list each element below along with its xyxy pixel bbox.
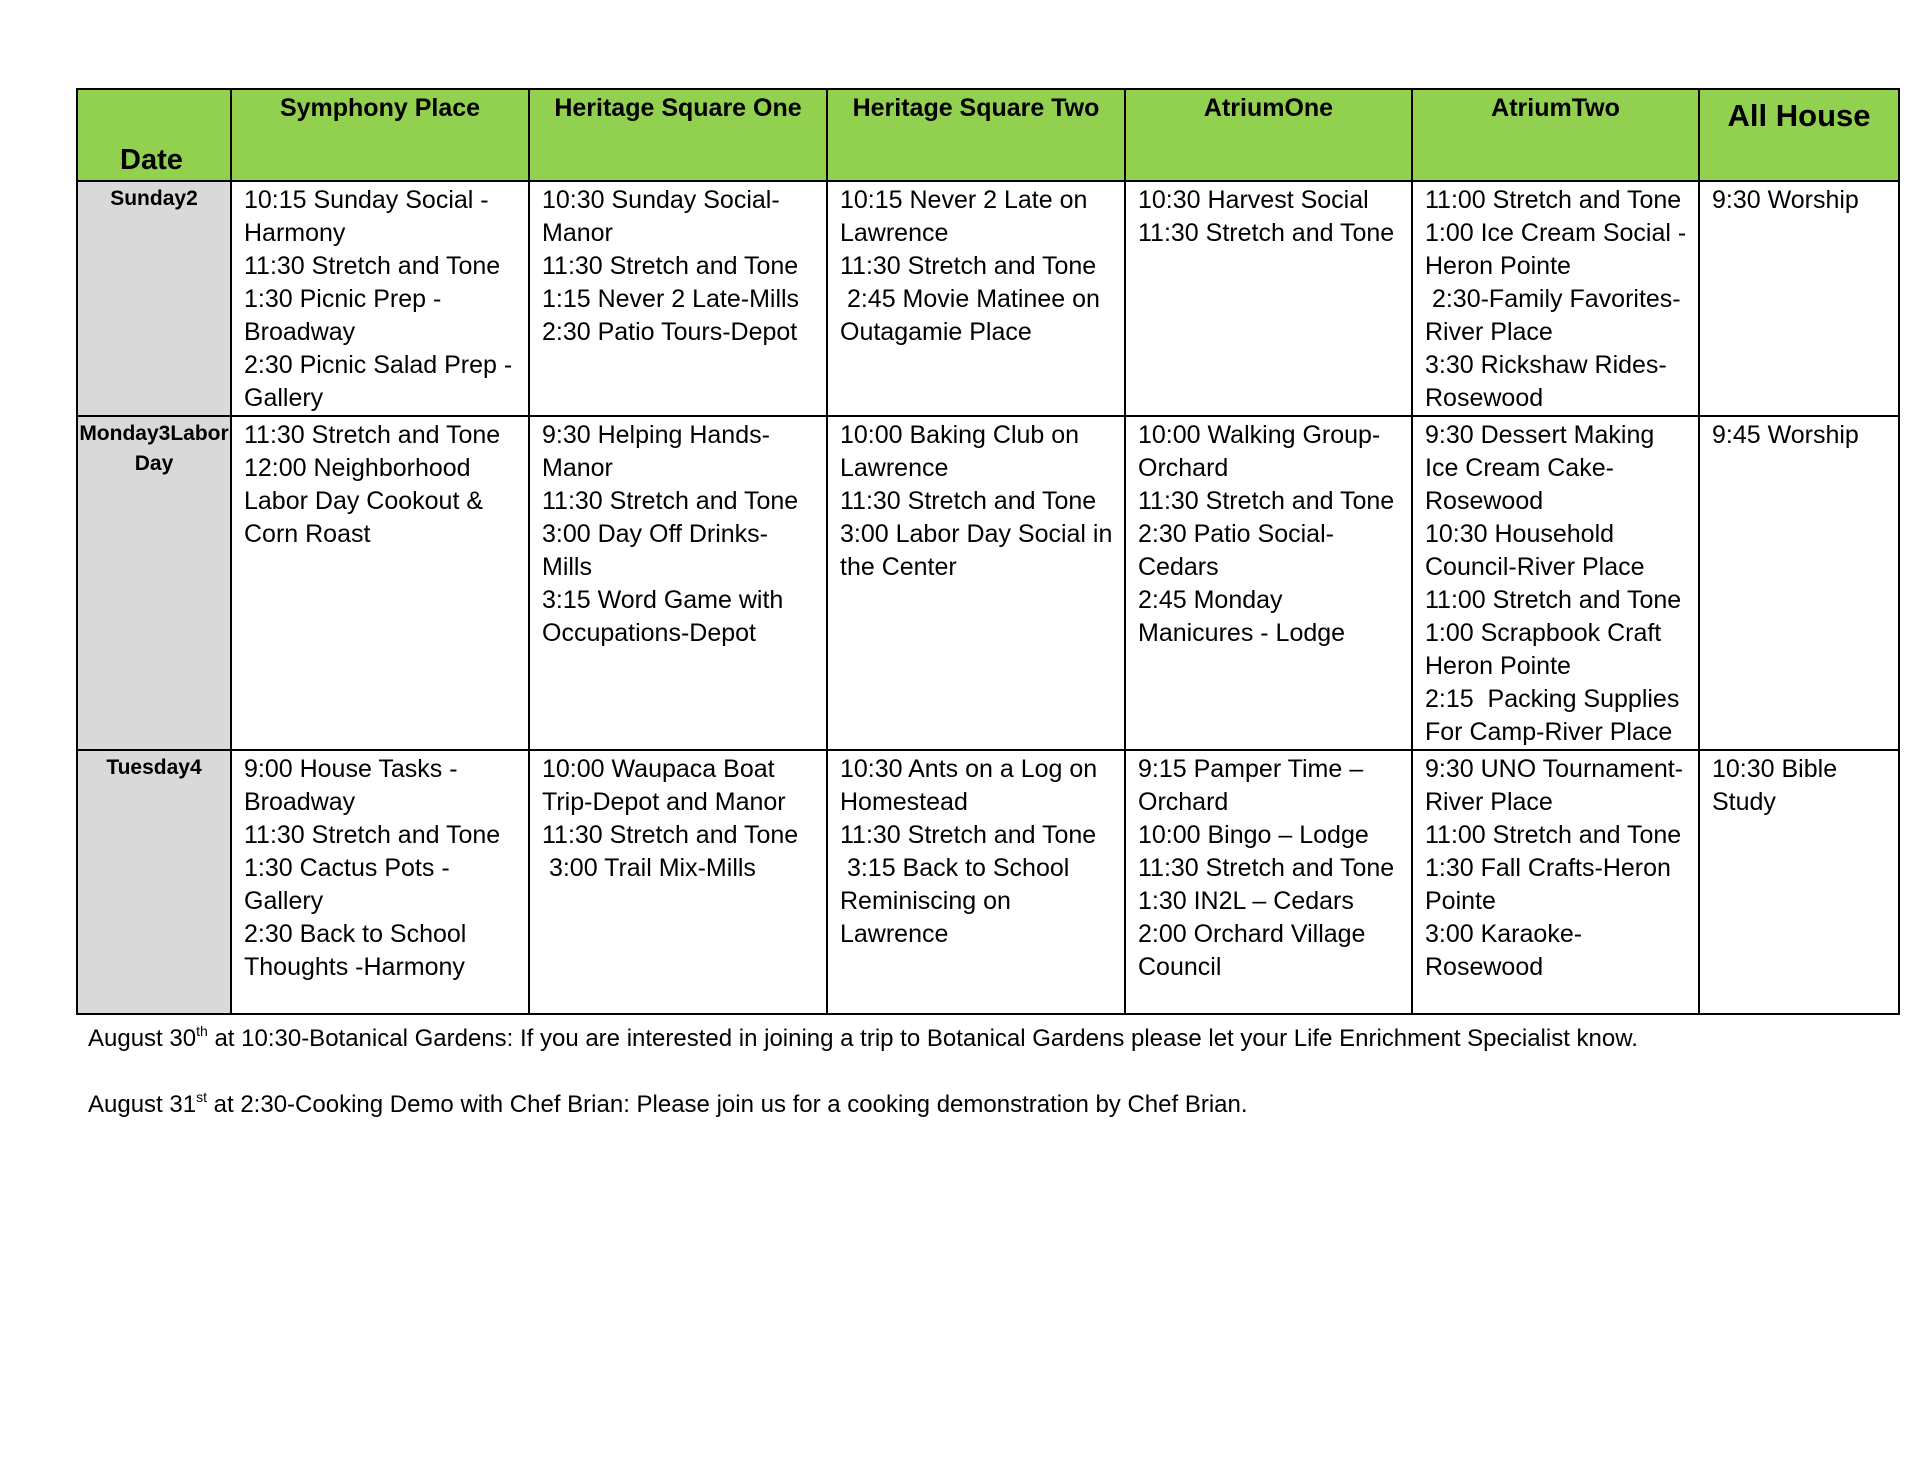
date-cell (77, 750, 231, 1014)
text-line: 11:30 Stretch and Tone (244, 252, 501, 280)
text-line: 3:15 Back to School (840, 854, 1070, 882)
note-cooking-demo (88, 1090, 1248, 1120)
text-line: 10:15 Never 2 Late on (840, 186, 1088, 214)
text-line: Mills (542, 553, 592, 581)
note-botanical-gardens (88, 1024, 1638, 1054)
header-atrium-one (1125, 89, 1412, 181)
text-line: the Center (840, 553, 957, 581)
text-line: Harmony (244, 219, 346, 247)
note-date: August 31 (88, 1091, 197, 1118)
text-line: 10:00 Walking Group- (1138, 421, 1381, 449)
text-line: 11:00 Stretch and Tone (1425, 821, 1682, 849)
text-line: One (1284, 94, 1334, 122)
text-line: 9:30 Helping Hands- (542, 421, 770, 449)
activities-heritage-square-one (529, 750, 827, 1014)
text-line: 11:00 Stretch and Tone (1425, 586, 1682, 614)
text-line: 11:30 Stretch and Tone (542, 252, 799, 280)
activities-atrium-one (1125, 416, 1412, 750)
text-line: Heron Pointe (1425, 652, 1571, 680)
text-line: Reminiscing on (840, 887, 1011, 915)
text-line: 10:00 Waupaca Boat (542, 755, 775, 783)
text-line: Trip-Depot and Manor (542, 788, 786, 816)
schedule-header (77, 89, 1899, 181)
text-line: Heritage Square Two (852, 94, 1100, 122)
activities-heritage-square-one (529, 181, 827, 416)
text-line: 11:30 Stretch and Tone (244, 821, 501, 849)
text-line: 9:30 Dessert Making (1425, 421, 1655, 449)
text-line: 2:15 Packing Supplies (1425, 685, 1680, 713)
text-line: Sunday (110, 187, 187, 210)
text-line: 1:30 IN2L – Cedars (1138, 887, 1354, 915)
activities-heritage-square-one (529, 416, 827, 750)
text-line: 9:30 Worship (1712, 186, 1859, 214)
text-line: 3:30 Rickshaw Rides- (1425, 351, 1667, 379)
text-line: Study (1712, 788, 1776, 816)
text-line: River Place (1425, 788, 1553, 816)
text-line: Monday (79, 422, 159, 445)
text-line: 3:00 Karaoke- (1425, 920, 1583, 948)
text-line: 10:30 Sunday Social- (542, 186, 780, 214)
text-line: 4 (189, 756, 202, 779)
text-line: 11:30 Stretch and Tone (1138, 854, 1395, 882)
activities-heritage-square-two (827, 181, 1125, 416)
text-line: Lawrence (840, 920, 949, 948)
text-line: Lawrence (840, 219, 949, 247)
text-line: Gallery (244, 887, 324, 915)
text-line: 1:30 Cactus Pots - (244, 854, 450, 882)
text-line: Heron Pointe (1425, 252, 1571, 280)
header-date: Date (77, 89, 231, 181)
text-line: 10:30 Ants on a Log on (840, 755, 1098, 783)
text-line: Rosewood (1425, 953, 1544, 981)
text-line: Cedars (1138, 553, 1219, 581)
text-line: Tuesday (106, 756, 190, 779)
text-line: Thoughts -Harmony (244, 953, 465, 981)
note-text: at 10:30-Botanical Gardens: If you are interested in joining a trip to Botanical Gardens please let your Life Enrichment Specialist know. (207, 1025, 1638, 1052)
text-line: Council (1138, 953, 1222, 981)
text-line: Orchard (1138, 454, 1229, 482)
text-line: 9:45 Worship (1712, 421, 1859, 449)
schedule-row-monday (77, 416, 1899, 750)
text-line: Manicures - Lodge (1138, 619, 1346, 647)
text-line: 11:30 Stretch and Tone (542, 487, 799, 515)
activities-heritage-square-two (827, 416, 1125, 750)
text-line: 1:15 Never 2 Late-Mills (542, 285, 800, 313)
text-line: 2:45 Movie Matinee on (840, 285, 1100, 313)
text-line: 2:30 Picnic Salad Prep - (244, 351, 513, 379)
text-line: Manor (542, 454, 613, 482)
text-line: 2:30 Patio Social- (1138, 520, 1334, 548)
text-line: 9:30 UNO Tournament- (1425, 755, 1683, 783)
schedule-row-tuesday (77, 750, 1899, 1014)
date-cell (77, 416, 231, 750)
activities-atrium-one (1125, 750, 1412, 1014)
text-line: 10:30 Harvest Social (1138, 186, 1369, 214)
text-line: Heritage Square One (554, 94, 802, 122)
activities-atrium-one (1125, 181, 1412, 416)
note-date-suffix: th (196, 1023, 208, 1039)
text-line: 10:00 Bingo – Lodge (1138, 821, 1369, 849)
text-line: 12:00 Neighborhood (244, 454, 471, 482)
text-line: Labor Day Cookout & (244, 487, 484, 515)
text-line: 11:30 Stretch and Tone (840, 487, 1097, 515)
text-line: 2:45 Monday (1138, 586, 1283, 614)
note-date-suffix: st (196, 1089, 207, 1105)
text-line: 2 (186, 187, 198, 210)
text-line: 2:30-Family Favorites- (1425, 285, 1681, 313)
text-line: Symphony Place (279, 94, 481, 122)
note-date: August 30 (88, 1025, 197, 1052)
text-line: 1:30 Fall Crafts-Heron (1425, 854, 1671, 882)
text-line: 1:00 Scrapbook Craft (1425, 619, 1662, 647)
text-line: 11:30 Stretch and Tone (1138, 219, 1395, 247)
text-line: 3 (158, 422, 171, 445)
text-line: Council-River Place (1425, 553, 1645, 581)
text-line: 1:30 Picnic Prep - (244, 285, 442, 313)
text-line: 10:00 Baking Club on (840, 421, 1080, 449)
text-line: Lawrence (840, 454, 949, 482)
text-line: 2:30 Back to School (244, 920, 467, 948)
schedule-row-sunday (77, 181, 1899, 416)
text-line: 11:00 Stretch and Tone (1425, 186, 1682, 214)
text-line: 3:00 Labor Day Social in (840, 520, 1113, 548)
text-line: Manor (542, 219, 613, 247)
note-text: at 2:30-Cooking Demo with Chef Brian: Please join us for a cooking demonstration by Chef Brian. (206, 1091, 1248, 1118)
text-line: Rosewood (1425, 384, 1544, 412)
text-line: 3:00 Trail Mix-Mills (542, 854, 756, 882)
text-line: Atrium (1491, 94, 1572, 122)
date-cell (77, 181, 231, 416)
activities-symphony-place (231, 750, 529, 1014)
activities-atrium-two (1412, 416, 1699, 750)
text-line: 11:30 Stretch and Tone (840, 821, 1097, 849)
text-line: 3:15 Word Game with (542, 586, 784, 614)
header-atrium-two (1412, 89, 1699, 181)
activities-all-house (1699, 181, 1899, 416)
text-line: 11:30 Stretch and Tone (840, 252, 1097, 280)
text-line: 9:00 House Tasks - (244, 755, 458, 783)
text-line: 1:00 Ice Cream Social - (1425, 219, 1687, 247)
text-line: Two (1571, 94, 1620, 122)
activities-all-house (1699, 416, 1899, 750)
text-line: Atrium (1203, 94, 1285, 122)
text-line: 2:30 Patio Tours-Depot (542, 318, 798, 346)
text-line: For Camp-River Place (1425, 718, 1673, 746)
text-line: 3:00 Day Off Drinks- (542, 520, 769, 548)
text-line: 10:30 Bible (1712, 755, 1838, 783)
activities-atrium-two (1412, 181, 1699, 416)
header-heritage-square-two (827, 89, 1125, 181)
text-line: Homestead (840, 788, 968, 816)
text-line: Gallery (244, 384, 324, 412)
text-line: 10:15 Sunday Social - (244, 186, 489, 214)
text-line: Occupations-Depot (542, 619, 757, 647)
activities-symphony-place (231, 416, 529, 750)
text-line: Broadway (244, 318, 356, 346)
text-line: Ice Cream Cake- (1425, 454, 1614, 482)
text-line: Broadway (244, 788, 356, 816)
header-heritage-square-one (529, 89, 827, 181)
text-line: 11:30 Stretch and Tone (1138, 487, 1395, 515)
text-line: Rosewood (1425, 487, 1544, 515)
activities-symphony-place (231, 181, 529, 416)
text-line: 2:00 Orchard Village (1138, 920, 1366, 948)
activities-atrium-two (1412, 750, 1699, 1014)
text-line: 11:30 Stretch and Tone (542, 821, 799, 849)
text-line: River Place (1425, 318, 1553, 346)
text-line: Pointe (1425, 887, 1496, 915)
text-line: All House (1727, 98, 1871, 133)
activities-all-house (1699, 750, 1899, 1014)
header-symphony-place (231, 89, 529, 181)
text-line: Labor Day (134, 422, 229, 475)
text-line: Orchard (1138, 788, 1229, 816)
header-all-house (1699, 89, 1899, 181)
text-line: 10:30 Household (1425, 520, 1615, 548)
activity-schedule-table (76, 88, 1900, 1015)
text-line: 9:15 Pamper Time – (1138, 755, 1364, 783)
text-line: Outagamie Place (840, 318, 1032, 346)
text-line: 11:30 Stretch and Tone (244, 421, 501, 449)
text-line: Corn Roast (244, 520, 371, 548)
activities-heritage-square-two (827, 750, 1125, 1014)
